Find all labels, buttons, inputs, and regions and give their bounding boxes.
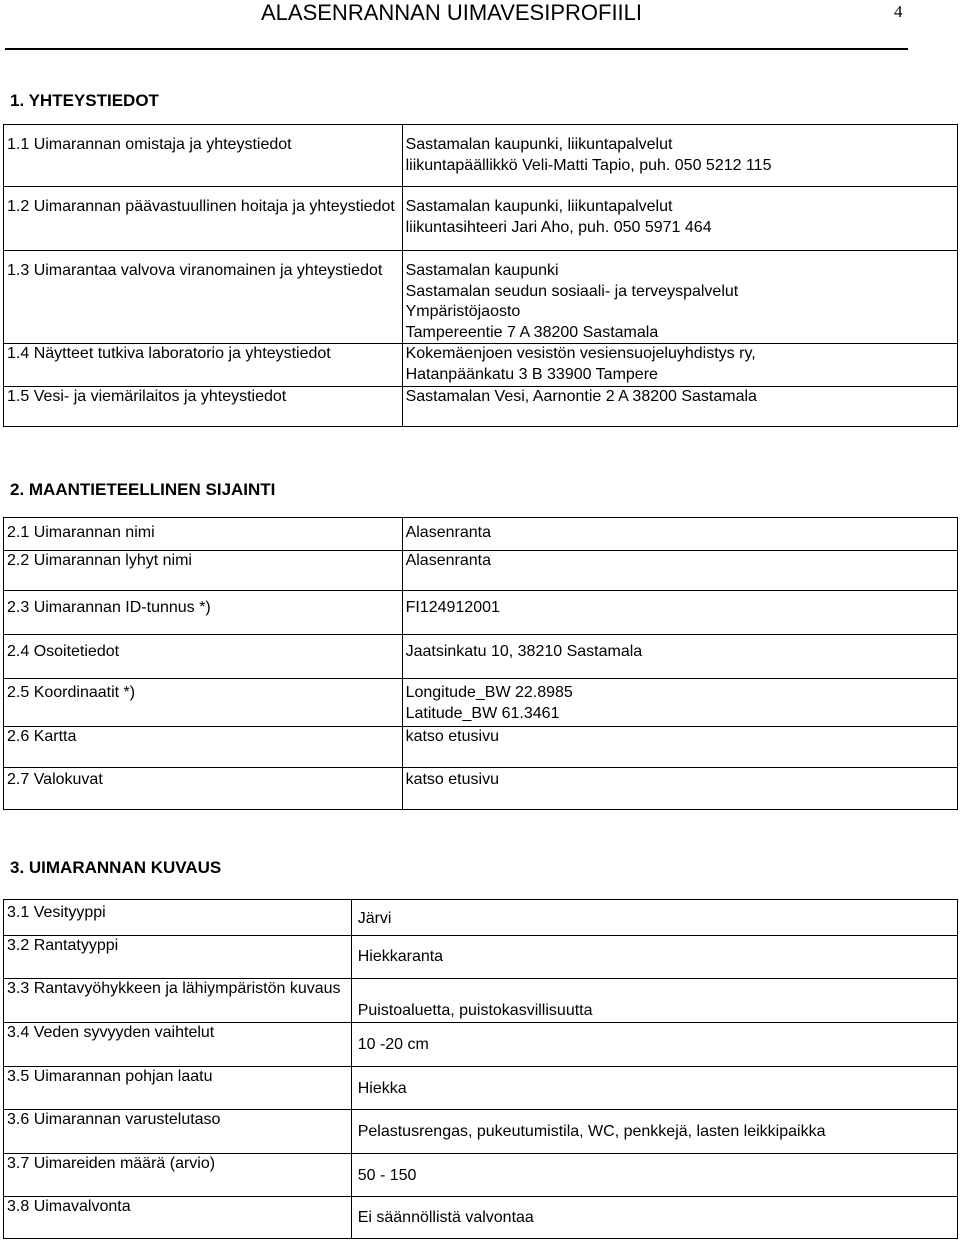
table-row-label: 3.3 Rantavyöhykkeen ja lähiympäristön kuvaus <box>4 979 352 1023</box>
table-row-value: Alasenranta <box>402 518 957 551</box>
table-row-value: katso etusivu <box>402 727 957 768</box>
table-row-label: 3.1 Vesityyppi <box>4 900 352 936</box>
location-table <box>3 517 958 810</box>
table-row-value: FI124912001 <box>402 591 957 635</box>
table-row-value: Alasenranta <box>402 551 957 591</box>
table-row-label: 3.8 Uimavalvonta <box>4 1197 352 1239</box>
table-row-label: 3.2 Rantatyyppi <box>4 936 352 979</box>
table-row-label: 2.5 Koordinaatit *) <box>4 679 403 727</box>
table-row-label: 2.6 Kartta <box>4 727 403 768</box>
table-row-value: katso etusivu <box>402 768 957 810</box>
table-row-value: Järvi <box>351 900 957 936</box>
table-row-label: 2.2 Uimarannan lyhyt nimi <box>4 551 403 591</box>
table-row-value: Sastamalan kaupunki Sastamalan seudun sosiaali- ja terveyspalvelut Ympäristöjaosto Tampereentie 7 A 38200 Sastamala <box>402 251 957 344</box>
table-row-label: 3.6 Uimarannan varustelutaso <box>4 1110 352 1154</box>
table-row-label: 2.4 Osoitetiedot <box>4 635 403 679</box>
contacts-table <box>3 124 958 427</box>
table-row-label: 1.2 Uimarannan päävastuullinen hoitaja ja yhteystiedot <box>4 187 403 251</box>
table-row-label: 1.3 Uimarantaa valvova viranomainen ja yhteystiedot <box>4 251 403 344</box>
header-rule <box>5 48 908 50</box>
table-row-label: 2.7 Valokuvat <box>4 768 403 810</box>
table-row-value: 10 -20 cm <box>351 1023 957 1067</box>
table-row-label: 1.4 Näytteet tutkiva laboratorio ja yhteystiedot <box>4 344 403 387</box>
table-row-value: Sastamalan kaupunki, liikuntapalvelut liikuntasihteeri Jari Aho, puh. 050 5971 464 <box>402 187 957 251</box>
section-heading-location: 2. MAANTIETEELLINEN SIJAINTI <box>10 480 276 499</box>
table-row-value: Sastamalan kaupunki, liikuntapalvelut liikuntapäällikkö Veli-Matti Tapio, puh. 050 5212 115 <box>402 125 957 187</box>
description-table <box>3 899 958 1239</box>
table-row-label: 3.4 Veden syvyyden vaihtelut <box>4 1023 352 1067</box>
table-row-value: Pelastusrengas, pukeutumistila, WC, penkkejä, lasten leikkipaikka <box>351 1110 957 1154</box>
table-row-value: Hiekkaranta <box>351 936 957 979</box>
table-row-value: Puistoaluetta, puistokasvillisuutta <box>351 979 957 1023</box>
table-row-value: Longitude_BW 22.8985 Latitude_BW 61.3461 <box>402 679 957 727</box>
table-row-label: 2.3 Uimarannan ID-tunnus *) <box>4 591 403 635</box>
table-row-value: 50 - 150 <box>351 1154 957 1197</box>
table-row-label: 1.1 Uimarannan omistaja ja yhteystiedot <box>4 125 403 187</box>
table-row-value: Ei säännöllistä valvontaa <box>351 1197 957 1239</box>
table-row-label: 1.5 Vesi- ja viemärilaitos ja yhteystiedot <box>4 387 403 427</box>
section-heading-description: 3. UIMARANNAN KUVAUS <box>10 858 222 877</box>
section-heading-contacts: 1. YHTEYSTIEDOT <box>10 91 159 110</box>
table-row-value: Jaatsinkatu 10, 38210 Sastamala <box>402 635 957 679</box>
table-row-value: Kokemäenjoen vesistön vesiensuojeluyhdistys ry, Hatanpäänkatu 3 B 33900 Tampere <box>402 344 957 387</box>
table-row-label: 3.5 Uimarannan pohjan laatu <box>4 1067 352 1110</box>
table-row-value: Hiekka <box>351 1067 957 1110</box>
table-row-value: Sastamalan Vesi, Aarnontie 2 A 38200 Sastamala <box>402 387 957 427</box>
table-row-label: 3.7 Uimareiden määrä (arvio) <box>4 1154 352 1197</box>
page-title: ALASENRANNAN UIMAVESIPROFIILI <box>261 0 643 25</box>
page-number: 4 <box>894 2 903 21</box>
table-row-label: 2.1 Uimarannan nimi <box>4 518 403 551</box>
